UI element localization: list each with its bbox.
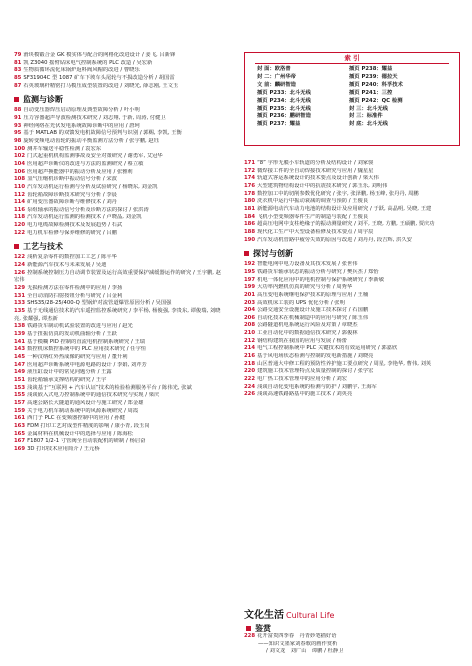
page-number: 108: [14, 176, 26, 183]
entry-title: 机电一体化应用中的电机控制与保护系统研究 / 季新敏: [257, 276, 385, 283]
toc-entry[interactable]: [14, 285, 226, 293]
page-number: 102: [14, 153, 26, 160]
toc-entry[interactable]: [14, 52, 226, 60]
entry-title: F1807 1/2-1 寸管阀全自动装配机的研制 / 杨启奋: [27, 438, 146, 445]
toc-entry[interactable]: [244, 206, 460, 214]
entry-title: FDM 打印工艺对成型件精度的影响 / 康小青, 段玉岗: [27, 422, 150, 429]
page-number: 83: [14, 67, 22, 74]
toc-entry[interactable]: [244, 300, 460, 308]
page-number: 165: [14, 430, 26, 437]
entry-title: 控制系统控制压力自动调节装置及运行高效重要保护减缓器运作的研究 / 王宇鹏, 赵宏伟: [14, 269, 221, 284]
page-number: 181: [244, 205, 256, 212]
toc-entry[interactable]: [244, 269, 460, 277]
toc-entry[interactable]: [244, 160, 460, 168]
toc-entry[interactable]: [244, 322, 460, 330]
page-number: 126: [14, 269, 26, 276]
toc-entry[interactable]: [14, 354, 226, 362]
page-number: 157: [14, 399, 26, 406]
entry-title: 无损检测方法在零件检测中的应用 / 李扬: [27, 285, 123, 292]
index-row: [257, 82, 453, 90]
toc-entry[interactable]: [244, 384, 460, 392]
page-number: 141: [14, 338, 26, 345]
entry-title: 高效机床工装的 UPS 优化分析 / 张明: [257, 299, 345, 306]
section-bullet: [244, 251, 249, 256]
page-number: 163: [14, 422, 26, 429]
section-bullet: [14, 244, 19, 249]
toc-entry[interactable]: [244, 330, 460, 338]
page-number: 192: [244, 261, 256, 268]
toc-entry[interactable]: [14, 60, 226, 68]
page-number: 199: [244, 284, 256, 291]
page-number: 155: [14, 392, 26, 399]
page-number: 201: [244, 291, 256, 298]
page-number: 210: [244, 330, 256, 337]
index-box: [244, 52, 460, 146]
entry-title: 汽车发动机运行检测与分析及试验研究 / 杨晓东, 刘金凯: [27, 183, 158, 190]
index-left: 文 前：麟研智造: [257, 81, 296, 88]
toc-entry[interactable]: [14, 192, 226, 200]
entry-title: 浅谈高速铁路路基中的施工技术 / 刘英亮: [257, 391, 353, 398]
page-number: 190: [244, 236, 256, 243]
toc-entry[interactable]: [14, 254, 226, 262]
entry-title: 基于风电场状态检测与控制的发电新措施 / 刘晓亮: [257, 353, 374, 360]
index-left: 封 二：广州华帝: [257, 73, 296, 80]
page-number: 112: [14, 191, 26, 198]
entry-title: 新能源汽车技术与未来发展 / 吴迪: [27, 262, 107, 269]
toc-entry[interactable]: [14, 161, 226, 169]
toc-entry[interactable]: [14, 230, 226, 238]
toc-entry[interactable]: [14, 346, 226, 354]
page-number: 81: [14, 59, 22, 66]
entry-title: 数控加工中的切削参数优化研究 / 张宇, 张泽鹏, 杨玉峰, 张丹丹, 周鹏: [257, 190, 419, 197]
index-left: 插页 P235：北斗无线: [257, 105, 311, 112]
page-number: 172: [244, 167, 256, 174]
page-number: 151: [14, 376, 26, 383]
page-number: 133: [14, 300, 26, 307]
page-number: 153: [14, 384, 26, 391]
entry-title: 氢气压缩机诊断中振动信号分析 / 宋波: [27, 176, 117, 183]
toc-entry[interactable]: [14, 362, 226, 370]
entry-title: 高速公路长大隧道的通风设计与施工研究 / 郑金雄: [27, 399, 144, 406]
entry-title: 全自动消防扫射按钮分析与研究 / 吕金利: [27, 292, 123, 299]
toc-entry[interactable]: [14, 369, 226, 377]
page-number: 147: [14, 361, 26, 368]
page-number: 195: [244, 268, 256, 275]
entry-title: 压力容器超声导波检测技术研究 / 刘志翔, 于新, 周涛, 付健卫: [23, 114, 166, 121]
entry-title: 大型建筑物结构设计中的抗震技术研究 / 郭玉乐, 刘明伟: [257, 182, 388, 189]
page-number: 104: [14, 160, 26, 167]
section-heading-monitoring: 监测与诊断: [14, 93, 226, 105]
entry-title: 洗衣机中运行中振动衰减的调查与预防 / 王俊良: [257, 198, 369, 205]
index-left: 封 面：欧洛普: [257, 66, 291, 72]
entry-title: 山区普通大中修工程的预防性养护施工要点研究 / 周星, 李艳华, 曹伟, 刘英: [257, 360, 432, 367]
toc-entry[interactable]: [14, 423, 226, 431]
toc-entry[interactable]: [244, 168, 460, 176]
entry-title: 矿用变压器故障诊断与维修技术 / 刘丹: [27, 199, 117, 206]
toc-entry[interactable]: [14, 415, 226, 423]
entry-title: 飞机小型变频器零件生产的制造与装配 / 王俊良: [257, 213, 369, 220]
entry-title: 电力电缆故障检测技术及发展趋势 / 石武: [27, 222, 123, 229]
page-number: 216: [244, 353, 256, 360]
entry-title: 钢结构建筑在我国的应用与发展 / 杨蕾: [257, 337, 347, 344]
entry-title: 关于电力机车制动系统中的风源系统研究 / 周霞: [27, 407, 139, 414]
toc-entry[interactable]: [14, 169, 226, 177]
section-heading-process: 工艺与技术: [14, 240, 226, 252]
entry-title: 铁路货车轴承状态的振动分析与研究 / 樊兵杰 / 郑怡: [257, 268, 379, 275]
index-left: 插页 P234：北斗无线: [257, 97, 311, 104]
page-number: 169: [14, 445, 26, 452]
toc-entry[interactable]: [244, 361, 460, 369]
entry-title: 汽车发动机运行监测的检测技术 / 卢晓晶, 刘金凯: [27, 214, 142, 221]
page-number: 98: [14, 137, 22, 144]
entry-title: 电力机车检修与保养维修的研究 / 吕鹏: [27, 229, 117, 236]
toc-entry[interactable]: [14, 270, 226, 285]
entry-title: “8” 字形无膜小车轨道的分析及结构设计 / 刘家骏: [257, 160, 374, 166]
index-title: 索 引: [245, 53, 459, 64]
toc-entry[interactable]: [14, 377, 226, 385]
page-number: 161: [14, 415, 26, 422]
entry-title: 生物质循环流化床锅炉返料阀风帽的改进 / 曹晓乐: [23, 67, 140, 74]
page-number: 88: [14, 107, 22, 114]
page-number: 186: [244, 221, 256, 228]
index-row: [257, 121, 453, 129]
page-number: 93: [14, 122, 22, 129]
page-number: 222: [244, 376, 256, 383]
page-number: 79: [14, 52, 22, 58]
page-number: 120: [14, 222, 26, 229]
toc-entry[interactable]: [14, 75, 226, 83]
page-number: 143: [14, 346, 26, 353]
entry-title: 电厂热工技术管理中的应用分析 / 刘宏: [257, 376, 347, 383]
page-number: 129: [14, 285, 26, 292]
page-number: 124: [14, 262, 26, 269]
entry-authors: / 刘文龙 刘广山 谭鹏 / 杜静卫: [266, 648, 344, 655]
index-left: 插页 P233：北斗无线: [257, 89, 311, 96]
entry-title: 浅谈自动化变电系统的检测与防护 / 刘鹏宇, 王海军: [257, 383, 377, 390]
page-number: 135: [14, 308, 26, 315]
entry-title: 石英玻璃杆精密打马模压成型装置的改进 / 刘晓光, 薛志刚, 王文玉: [23, 82, 179, 89]
page-number: 139: [14, 331, 26, 337]
index-right: 插页 P238：耀益: [349, 66, 393, 72]
entry-title: 泵组轴承的振动信号分析及诊断方法的探讨 / 张洪涛: [27, 206, 149, 213]
section-bullet: [14, 97, 19, 102]
entry-title: 凯 Z3040 摇臂钻床电气控制系统的 PLC 改造 / 吴宏新: [23, 59, 153, 66]
entry-title: 旋转变频电动齿轮的振动平衡监测方法分析 / 张宇鹏, 赵钰: [23, 137, 160, 144]
entry-title: 神经网络在光伏发电系统故障诊断中的应用 / 唐珂: [23, 122, 140, 129]
toc-entry[interactable]: [244, 307, 460, 315]
page-number: 171: [244, 160, 256, 166]
entry-title: 基于扭振仿真的发动机曲轴分析 / 王跃: [27, 331, 117, 337]
entry-title: SF31904C 型 1087 矿车下坡车头尾轮与不损改造分析 / 胡国雷: [23, 74, 175, 81]
page-number: 100: [14, 145, 26, 152]
entry-title: 汽车发动机管路中疲劳失效的原因与改进 / 刘丹丹, 段吉辉, 洪久安: [257, 236, 412, 243]
entry-title: 数控机床数控系统中的 PLC 应用技术研究 / 任宇恒: [27, 346, 147, 353]
entry-title: 轨道式客运系统设计的技术要点及设计创新 / 梁大伟: [257, 175, 379, 182]
toc-entry[interactable]: [244, 391, 460, 399]
index-right: 插页 P239：德拉天: [349, 73, 398, 80]
index-right: 插页 P240：科孚技术: [349, 81, 403, 88]
toc-entry[interactable]: [244, 368, 460, 376]
toc-entry[interactable]: [14, 130, 226, 138]
entry-title: 智能电网中电力设备及其技术发展 / 张世伟: [257, 261, 358, 268]
page-number: 91: [14, 114, 22, 121]
entry-title: 公路交通安全设施设计及施工技术探讨 / 石国鹏: [257, 307, 369, 314]
entry-title: 浅析复杂零件的数控加工工艺 / 陈平华: [27, 254, 117, 261]
page-number: 138: [14, 323, 26, 330]
left-column: [14, 52, 226, 454]
entry-title: 金属材料在机械设计中的选择与应用 / 陈海松: [27, 430, 133, 437]
entry-title: 一种汉纳红外热成像的研究与应用 / 董升利: [27, 353, 128, 360]
entry-title: SHS35/28-25/400-Q 型锅炉对流管道爆管原因分析 / 吴国强: [27, 300, 172, 307]
page-number: 174: [244, 175, 256, 182]
toc-entry[interactable]: [244, 315, 460, 323]
toc-entry[interactable]: [14, 431, 226, 439]
toc-entry[interactable]: [14, 115, 226, 123]
page-number: 131: [14, 292, 26, 299]
toc-entry[interactable]: [244, 292, 460, 300]
page-number: 228: [244, 633, 256, 639]
index-left: 插页 P236：鹏研智造: [257, 113, 311, 120]
entry-title: 自动化技术在机械制造中的应用与研究 / 陈玉伟: [257, 314, 369, 321]
entry-title: 超高压电网中支柱绝缘子的振动测量研究 / 刘平, 王晓, 方鹏, 王硕鹏, 贾庆功: [257, 221, 435, 228]
toc-entry[interactable]: [14, 400, 226, 408]
page-number: 176: [244, 182, 256, 189]
page-number: 208: [244, 322, 256, 329]
toc-entry[interactable]: [14, 300, 226, 308]
culture-title-en: Cultural Life: [286, 611, 335, 620]
entry-title: 医用超声诊断仪的改进与方法的监测研究 / 蔡立敏: [27, 160, 144, 167]
entry-title: 大功率内燃机仿真的研究与分析 / 周秀华: [257, 284, 353, 291]
page-number: 149: [14, 369, 26, 376]
page-number: 178: [244, 190, 256, 197]
toc-entry[interactable]: [14, 331, 226, 339]
toc-entry[interactable]: [14, 207, 226, 215]
culture-entry[interactable]: [244, 633, 460, 656]
entry-title: 铁路货车制动机试验装置的改进与应用 / 赵光: [27, 323, 133, 330]
toc-entry[interactable]: [14, 262, 226, 270]
toc-entry[interactable]: [244, 345, 460, 353]
toc-entry[interactable]: [244, 198, 460, 206]
index-right: 封 三：标准件: [349, 113, 383, 120]
entry-title: 西门子 PLC 在变频器控制中的应用 / 孙健: [27, 415, 125, 422]
toc-entry[interactable]: [14, 385, 226, 393]
page-number: 118: [14, 214, 26, 221]
page-number: 106: [14, 168, 26, 175]
index-row: [257, 90, 453, 98]
entry-title: 齿轮箱故障诊断技术研究与分析 / 李晨: [27, 191, 117, 198]
toc-entry[interactable]: [14, 184, 226, 192]
toc-entry[interactable]: [14, 408, 226, 416]
toc-entry[interactable]: [244, 261, 460, 269]
entry-title: 测井车输送平稳性检测 / 袁宏东: [27, 145, 102, 152]
page-number: 85: [14, 74, 22, 81]
index-right: 封 三：北斗无线: [349, 105, 388, 112]
page-number: 145: [14, 353, 26, 360]
toc-entry[interactable]: [14, 339, 226, 347]
page-number: 218: [244, 360, 256, 367]
entry-title: 现代化工生产中大型设备检修及技术要点 / 周宇辰: [257, 228, 374, 235]
toc-entry[interactable]: [14, 438, 226, 446]
index-row: [257, 74, 453, 82]
page-number: 95: [14, 130, 22, 137]
page-number: 226: [244, 391, 256, 398]
culture-heading: [244, 603, 334, 622]
page-number: 167: [14, 438, 26, 445]
toc-entry[interactable]: [244, 191, 460, 199]
toc-entry[interactable]: [244, 221, 460, 229]
entry-title: 门式起重机机构监测事故及安全对策研究 / 谢勇军, 艾冠华: [27, 153, 163, 160]
toc-entry[interactable]: [14, 176, 226, 184]
entry-title: 齿轮箱轴承支撑结构的研究 / 王宇: [27, 376, 107, 383]
section-heading-explore: 探讨与创新: [244, 247, 460, 259]
toc-entry[interactable]: [14, 392, 226, 400]
entry-title: 工业自动化中的数据通信技术研究 / 郭俊林: [257, 330, 358, 337]
entry-title: 医用超声换能器中的振动分析及应用 / 张雅莉: [27, 168, 133, 175]
entry-title: 新能源电动汽车动力电池的结构设计及应用研究 / 于跃, 高晶明, 吴晓, 王建: [257, 205, 432, 212]
entry-title: 滑块模锻合金 GK 模实体与配合的网格化改进设计 / 姜飞, 吕新锋: [23, 52, 176, 58]
page-number: 87: [14, 82, 22, 89]
section-bullet: [246, 626, 251, 631]
toc-entry[interactable]: [244, 353, 460, 361]
entry-title: 3D 打印技术应用简介 / 王元桥: [27, 445, 100, 452]
toc-entry[interactable]: [244, 376, 460, 384]
entry-subtitle: ——知识文墨家刘春歌的画作赏析: [258, 640, 338, 647]
page-number: 220: [244, 368, 256, 375]
page-number: 159: [14, 407, 26, 414]
right-column: [244, 160, 460, 399]
toc-entry[interactable]: [14, 323, 226, 331]
page-number: 184: [244, 213, 256, 220]
toc-entry[interactable]: [244, 175, 460, 183]
toc-entry[interactable]: [14, 214, 226, 222]
entry-title: 高压变电系统继电保护技术的原理与应用 / 王楠: [257, 291, 369, 298]
entry-title: 医用超声诊断系统中电源电路的设计 / 李娟, 刘芹芳: [27, 361, 147, 368]
toc-entry[interactable]: [14, 153, 226, 161]
page-number: 203: [244, 299, 256, 306]
toc-entry[interactable]: [244, 237, 460, 245]
page-number: 204: [244, 307, 256, 314]
page-number: 214: [244, 345, 256, 352]
toc-entry[interactable]: [14, 146, 226, 154]
page-number: 122: [14, 229, 26, 236]
page-number: 206: [244, 314, 256, 321]
toc-entry[interactable]: [244, 229, 460, 237]
toc-entry[interactable]: [244, 338, 460, 346]
page-number: 180: [244, 198, 256, 205]
entry-title: 液压缸设计中的常见问题分析 / 王露: [27, 369, 112, 376]
page-number: 197: [244, 276, 256, 283]
entry-title: 基于模糊 PID 控制的直流电机控制系统研究 / 王瑞: [27, 338, 146, 345]
page-number: 188: [244, 228, 256, 235]
entry-title: 花开富贵四季春 丹青妙笔描好语: [257, 633, 337, 639]
page-number: 212: [244, 337, 256, 344]
page-number: 122: [14, 254, 26, 261]
entry-title: 建筑施工技术管理特点及质量控制的探讨 / 张学宏: [257, 368, 374, 375]
toc-entry[interactable]: [14, 83, 226, 91]
index-row: [257, 98, 453, 106]
toc-entry[interactable]: [14, 107, 226, 115]
page-number: 110: [14, 183, 26, 190]
index-right: 插页 P242：QC 检测: [349, 97, 403, 104]
entry-title: 浅谈嵌入式电力控制系统中的通信技术研究与实现 / 梁庆: [27, 392, 160, 399]
entry-title: 基于 MATLAB 的双馈发电机故障信号预判与识别 / 郭赐, 李凯, 王衡: [23, 130, 182, 137]
toc-entry[interactable]: [244, 183, 460, 191]
culture-title-cn: 文化生活: [244, 610, 284, 621]
toc-entry[interactable]: [14, 446, 226, 454]
toc-entry[interactable]: [14, 222, 226, 230]
index-right: 封 底：北斗无线: [349, 121, 388, 128]
toc-entry[interactable]: [14, 308, 226, 323]
toc-entry[interactable]: [14, 138, 226, 146]
toc-entry[interactable]: [244, 284, 460, 292]
index-right: 插页 P241：三控: [349, 89, 393, 96]
entry-title: 自动变压器焊压启动原理及典型故障分析 / 叶小明: [23, 107, 140, 114]
toc-entry[interactable]: [244, 277, 460, 285]
page-number: 116: [14, 206, 26, 213]
page-number: 224: [244, 383, 256, 390]
index-row: [257, 66, 453, 74]
entry-title: 基于无线通信技术的汽车遥控监控系统研究 / 李平杨, 杨俊强, 李贵东, 谭俊瑞, 刘晓亮, 张耀强, 谭杰新: [14, 308, 221, 322]
entry-title: 电气工程控制系统中 PLC 关键技术的有效运用研究 / 郭嘉欣: [257, 345, 398, 352]
toc-entry[interactable]: [14, 67, 226, 75]
section-heading-appreciation: 鉴赏: [246, 622, 271, 634]
entry-title: 浅谈基于“互联网 + 汽车认证”技术的检验检测服务平台 / 陈伟光, 张斌: [27, 384, 192, 391]
index-left: 插页 P237：耀益: [257, 121, 301, 128]
toc-entry[interactable]: [14, 199, 226, 207]
entry-title: 微焊接工件的全自动焊接技术研究与应用 / 魏星星: [257, 167, 374, 174]
page-number: 114: [14, 199, 26, 206]
entry-title: 公路隧道机电系统运行风险及对策 / 章晓杰: [257, 322, 358, 329]
